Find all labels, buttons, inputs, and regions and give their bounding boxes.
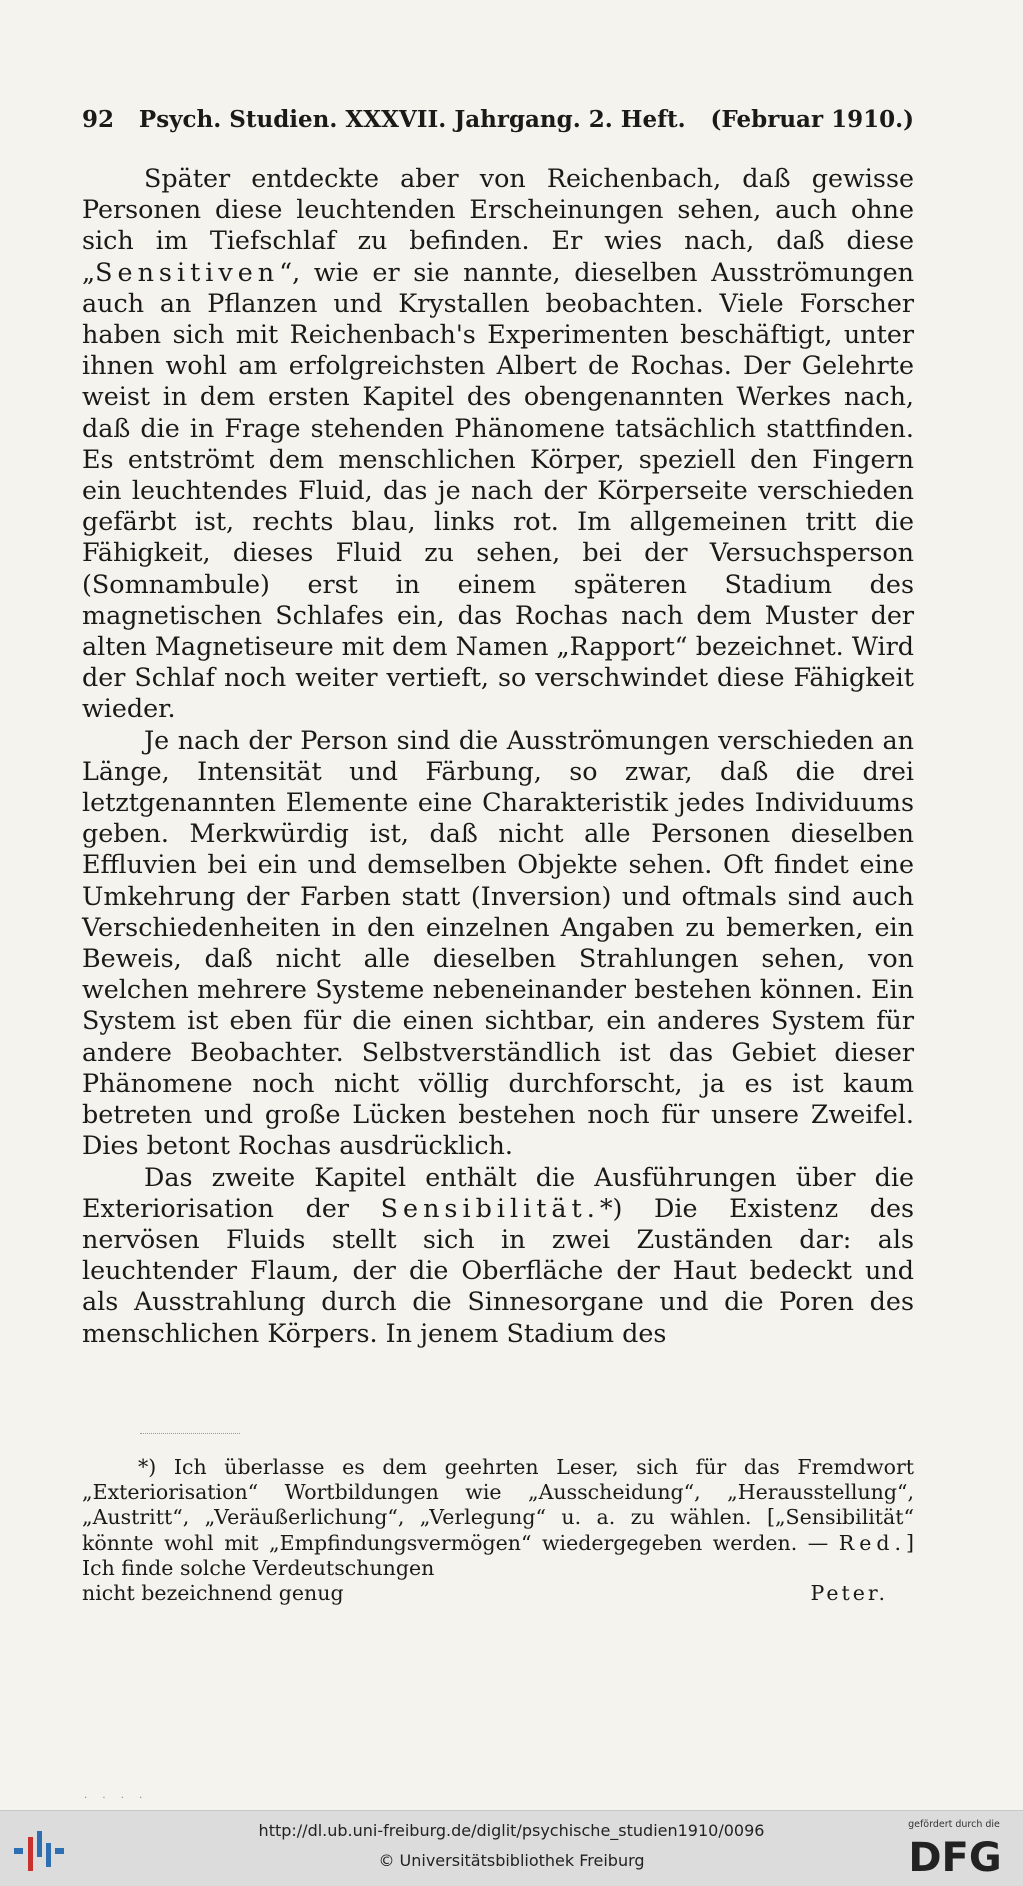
paragraph-3-text-b: *) Die Existenz des nervösen Fluids stellt sich in zwei Zuständen dar: als leuchtender Flaum, der die Oberfläche der Haut bedeckt und als Ausstrahlung durch die Sinnesorgane und die Poren des menschlichen Körpers. In jenem Stadium des [82, 1192, 915, 1348]
footnote-closing: nicht bezeichnend genug [82, 1581, 344, 1606]
footnote-text [82, 1455, 914, 1581]
dfg-funding-note: gefördert durch die [908, 1819, 1000, 1830]
footnote-text-a: *) Ich überlasse es dem geehrten Leser, sich für das Fremdwort „Exteriorisation“ Wortbildungen wie „Ausscheidung“, „Herausstellung“, „Austritt“, „Veräußerlichung“, „Verlegung“ u. a. zu wählen. [„Sensibilität“ könnte wohl mit „Empfindungsvermögen“ wiedergegeben werden. — [82, 1455, 914, 1555]
footnote-last-line [82, 1581, 914, 1606]
dfg-logo-text: DFG [908, 1835, 1002, 1877]
footnote-separator [140, 1433, 240, 1434]
viewer-footer [0, 1810, 1023, 1886]
dfg-logo-icon[interactable] [899, 1833, 1011, 1877]
paragraph-1-text-a: Später entdeckte aber von Reichenbach, daß gewisse Personen diese leuchtenden Erscheinungen sehen, auch ohne sich im Tiefschlaf zu befinden. Er wies nach, daß diese „ [82, 163, 914, 287]
paragraph-3-text-a: Das zweite Kapitel enthält die Ausführungen über die Exteriorisation der [82, 1161, 914, 1223]
paragraph-3 [82, 1162, 914, 1349]
footnote-red: Red. [838, 1530, 906, 1555]
permalink-url[interactable]: http://dl.ub.uni-freiburg.de/diglit/psychische_studien1910/0096 [258, 1821, 765, 1840]
running-title: Psych. Studien. XXXVII. Jahrgang. 2. Heft. [138, 106, 686, 133]
page-edge-mark: · · · · [84, 1793, 149, 1804]
paragraph-1-text-b: “, wie er sie nannte, dieselben Ausströmungen auch an Pflanzen und Krystallen beobachten. Viele Forscher haben sich mit Reichenbach's Experimenten beschäftigt, unter ihnen wohl am erfolgreichsten Albert de Rochas. Der Gelehrte weist in dem ersten Kapitel des obengenannten Werkes nach, daß die in Frage stehenden Phänomene tatsächlich stattfinden. Es entströmt dem menschlichen Körper, speziell den Fingern ein leuchtendes Fluid, das je nach der Körperseite verschieden gefärbt ist, rechts blau, links rot. Im allgemeinen tritt die Fähigkeit, dieses Fluid zu sehen, bei der Versuchsperson (Somnambule) erst in einem späteren Stadium des magnetischen Schlafes ein, das Rochas nach dem Muster der alten Magnetiseure mit dem Namen „Rapport“ bezeichnet. Wird der Schlaf noch weiter vertieft, so verschwindet diese Fähigkeit wieder. [82, 256, 914, 724]
page-number: 92 [82, 106, 115, 133]
spaced-term-sensibilitaet: Sensibilität. [380, 1192, 600, 1223]
footnote-signature: Peter. [810, 1581, 888, 1606]
running-header [82, 106, 914, 133]
paragraph-2: Je nach der Person sind die Ausströmungen verschieden an Länge, Intensität und Färbung, so zwar, daß die drei letztgenannten Elemente eine Charakteristik jedes Individuums geben. Merkwürdig ist, daß nicht alle Personen dieselben Effluvien bei ein und demselben Objekte sehen. Oft findet eine Umkehrung der Farben statt (Inversion) und oftmals sind auch Verschiedenheiten in den einzelnen Angaben zu bemerken, ein Beweis, daß nicht alle dieselben Strahlungen sehen, von welchen mehrere Systeme nebeneinander bestehen können. Ein System ist eben für die einen sichtbar, ein anderes System für andere Beobachter. Selbstverständlich ist das Gebiet dieser Phänomene noch nicht völlig durchforscht, ja es ist kaum betreten und große Lücken bestehen noch für unsere Zweifel. Dies betont Rochas ausdrücklich. [82, 724, 914, 1161]
spaced-term-sensitiven: Sensitiven [95, 256, 280, 287]
copyright-notice: © Universitätsbibliothek Freiburg [378, 1851, 645, 1870]
footnote [82, 1455, 914, 1606]
body-text [82, 163, 914, 1349]
paragraph-1 [82, 163, 914, 725]
footnote-text-b: ] Ich finde solche Verdeutschungen [82, 1530, 914, 1580]
issue-date: (Februar 1910.) [710, 106, 914, 133]
